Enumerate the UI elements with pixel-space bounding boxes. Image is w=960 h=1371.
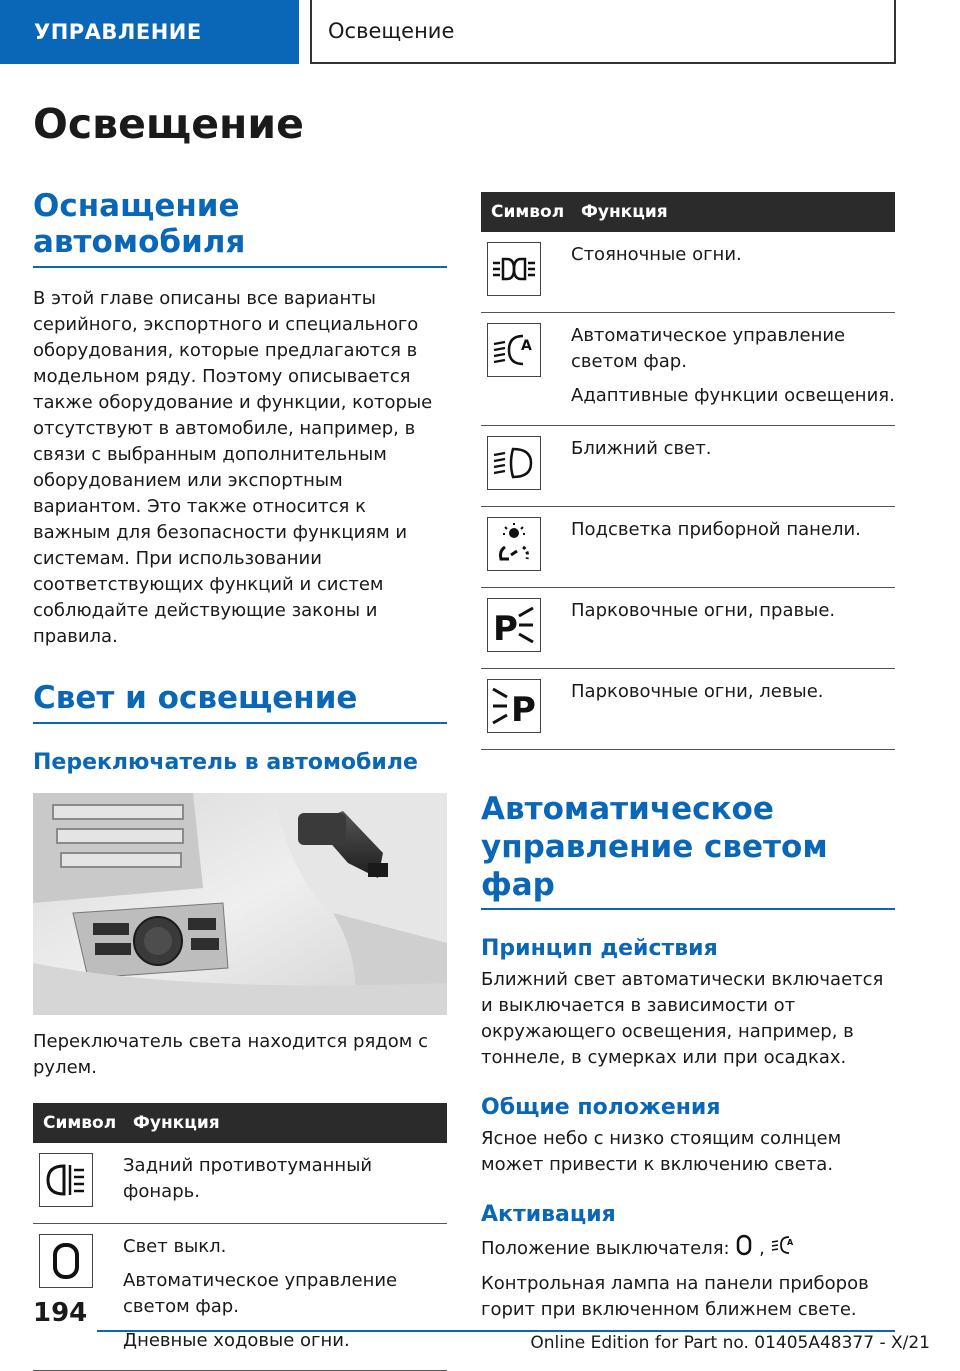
light-heading-wrap <box>33 680 447 724</box>
auto-heading: Автоматическое управление светом фар <box>481 791 828 903</box>
activation-heading: Активация <box>481 1202 616 1227</box>
header-section-label: УПРАВЛЕНИЕ <box>34 20 202 44</box>
equipment-heading: Оснащение автомобиля <box>33 188 246 260</box>
switch-paragraph: Переключатель света находится рядом с рулем. <box>33 1031 428 1078</box>
function-line: Свет выкл. <box>123 1236 227 1257</box>
table-row <box>481 232 895 313</box>
parking-lights-icon <box>487 242 541 296</box>
table-row <box>33 1224 447 1371</box>
activation-separator: , <box>759 1238 765 1259</box>
header-breadcrumb <box>310 0 896 64</box>
function-line: Адаптивные функции освещения. <box>571 385 895 406</box>
page-number: 194 <box>33 1298 88 1328</box>
function-line: Стояночные огни. <box>571 244 742 265</box>
function-line: Подсветка приборной панели. <box>571 519 861 540</box>
table-row <box>481 507 895 588</box>
principle-heading: Принцип действия <box>481 936 718 961</box>
auto-heading-wrap <box>481 790 895 910</box>
zero-position-icon <box>735 1233 753 1265</box>
parking-light-left-icon <box>487 679 541 733</box>
left-column <box>33 188 447 1371</box>
equipment-heading-wrap <box>33 188 447 268</box>
principle-paragraph: Ближний свет автоматически включается и выключается в зависимости от окружающего освещения, например, в тоннеле, в сумерках или при осадках. <box>481 969 884 1068</box>
table-row <box>481 313 895 426</box>
light-heading: Свет и освещение <box>33 680 358 716</box>
instrument-lighting-icon <box>487 517 541 571</box>
function-line: Автоматическое управление светом фар. <box>571 325 846 372</box>
parking-light-right-icon <box>487 598 541 652</box>
footer-edition: Online Edition for Part no. 01405A48377 - X/21 <box>530 1333 930 1353</box>
light-switch-photo <box>33 793 447 1015</box>
switch-heading: Переключатель в автомобиле <box>33 750 418 775</box>
function-line: Дневные ходовые огни. <box>123 1330 350 1351</box>
right-col-function: Функция <box>571 192 895 232</box>
activation-prefix: Положение выключателя: <box>481 1238 730 1259</box>
function-line: Автоматическое управление светом фар. <box>123 1270 398 1317</box>
low-beam-icon <box>487 436 541 490</box>
equipment-paragraph: В этой главе описаны все варианты серийного, экспортного и специального оборудования, которые предлагаются в модельном ряду. Поэтому описывается также оборудование и функции, которые отсутствуют в автомобиле, например, в связи с выбранным дополнительным оборудованием или экспортным вариантом. Это также относится к важным для безопасности функциям и системам. При использовании соответствующих функций и систем соблюдайте действующие законы и правила. <box>33 288 433 647</box>
right-column <box>481 192 895 1323</box>
table-row <box>481 426 895 507</box>
svg-text:P: P <box>511 690 536 729</box>
svg-text:A: A <box>521 338 532 354</box>
general-paragraph: Ясное небо с низко стоящим солнцем может привести к включению света. <box>481 1128 842 1175</box>
left-col-function: Функция <box>123 1103 447 1143</box>
rear-fog-light-icon <box>39 1153 93 1207</box>
table-row <box>481 588 895 669</box>
function-line: Ближний свет. <box>571 438 712 459</box>
table-row <box>33 1143 447 1224</box>
right-col-symbol: Символ <box>481 192 571 232</box>
right-symbol-table <box>481 192 895 750</box>
svg-text:A: A <box>786 1238 793 1247</box>
function-line: Задний противотуманный фонарь. <box>123 1155 373 1202</box>
footer-rule <box>97 1330 895 1332</box>
table-row <box>481 669 895 750</box>
general-heading: Общие положения <box>481 1095 721 1120</box>
auto-headlight-icon <box>487 323 541 377</box>
activation-paragraph: Контрольная лампа на панели приборов горит при включенном ближнем свете. <box>481 1273 869 1320</box>
header-section-tab[interactable] <box>0 0 299 64</box>
function-line: Парковочные огни, правые. <box>571 600 836 621</box>
left-col-symbol: Символ <box>33 1103 123 1143</box>
page-title: Освещение <box>33 100 304 148</box>
function-line: Парковочные огни, левые. <box>571 681 824 702</box>
svg-text:P: P <box>493 609 518 648</box>
auto-headlight-icon <box>771 1233 797 1265</box>
zero-position-icon <box>39 1234 93 1288</box>
header-crumb-label: Освещение <box>328 19 455 43</box>
activation-line <box>481 1233 895 1265</box>
